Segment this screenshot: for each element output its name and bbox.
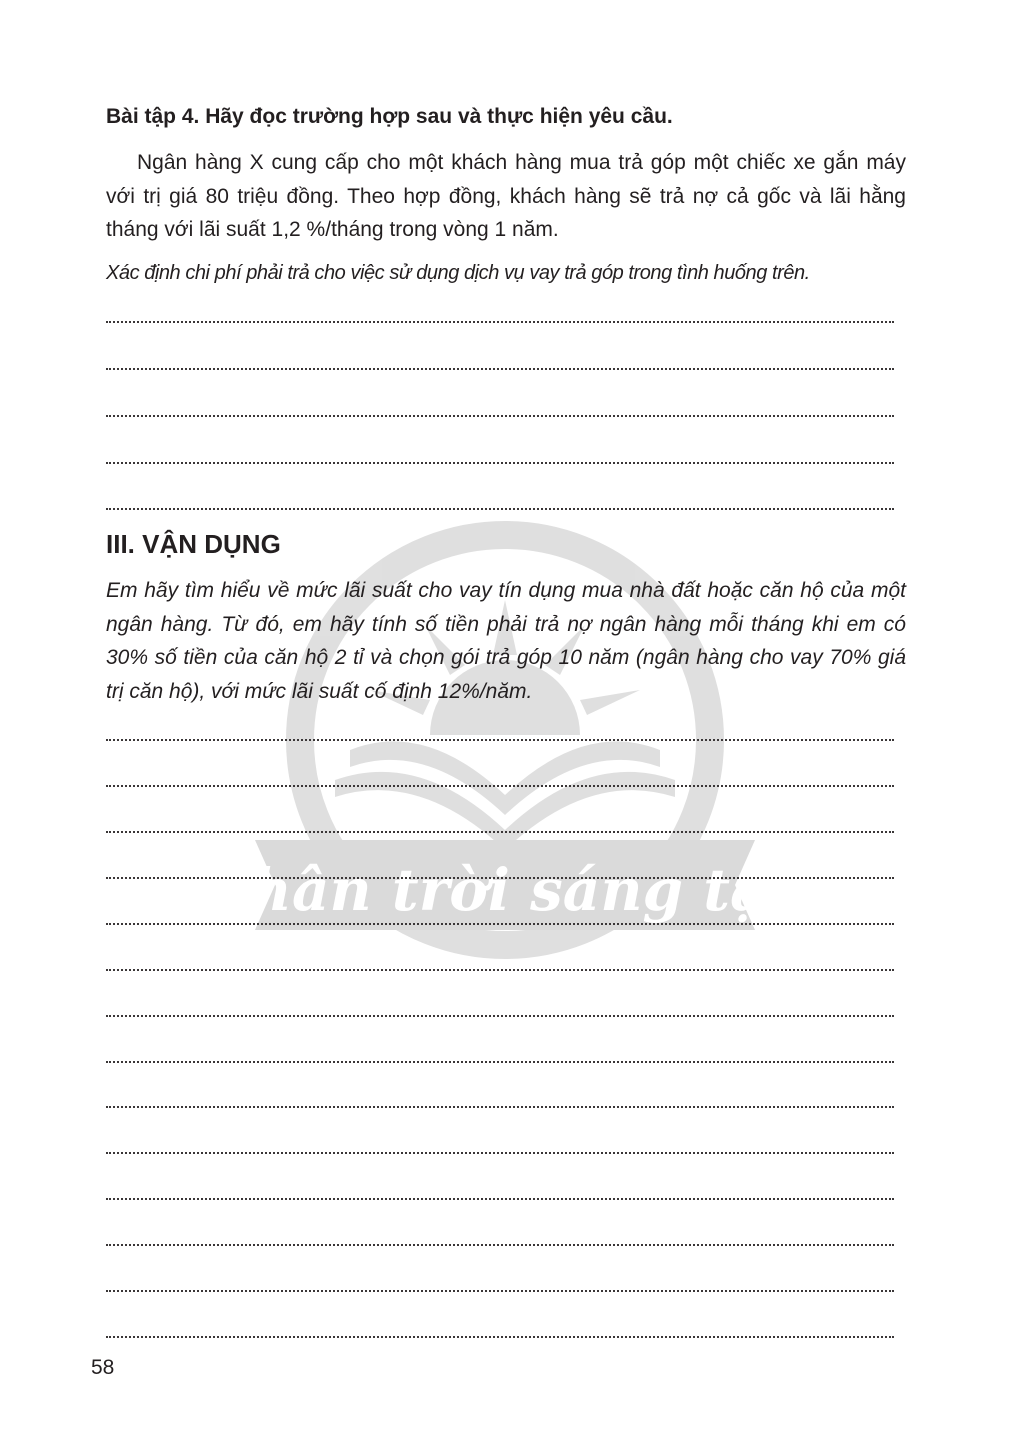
answer-line[interactable] [106,1184,894,1204]
answer-line[interactable] [106,494,894,514]
answer-line[interactable] [106,863,894,883]
section-title: III. VẬN DỤNG [106,529,281,559]
answer-line[interactable] [106,725,894,745]
answer-line[interactable] [106,1001,894,1021]
answer-line[interactable] [106,1322,894,1342]
answer-line[interactable] [106,909,894,929]
answer-line[interactable] [106,448,894,468]
answer-line[interactable] [106,1276,894,1296]
exercise-paragraph: Ngân hàng X cung cấp cho một khách hàng mua trả góp một chiếc xe gắn máy với trị giá 80 triệu đồng. Theo hợp đồng, khách hàng sẽ trả nợ cả gốc và lãi hằng tháng với lãi suất 1,2 %/tháng trong vòng 1 năm. [106,151,906,241]
watermark-text: Chân trời sáng tạo [203,856,807,924]
answer-line[interactable] [106,817,894,837]
answer-line[interactable] [106,955,894,975]
answer-line[interactable] [106,1047,894,1067]
answer-line[interactable] [106,401,894,421]
answer-line[interactable] [106,1138,894,1158]
answer-line[interactable] [106,771,894,791]
answer-line[interactable] [106,1092,894,1112]
answer-line[interactable] [106,307,894,327]
answer-line[interactable] [106,354,894,374]
page-number: 58 [91,1356,115,1379]
answer-line[interactable] [106,1230,894,1250]
exercise-title: Bài tập 4. Hãy đọc trường hợp sau và thực hiện yêu cầu. [106,105,673,128]
exercise-question: Xác định chi phí phải trả cho việc sử dụng dịch vụ vay trả góp trong tình huống trên. [106,262,810,284]
section-task: Em hãy tìm hiểu về mức lãi suất cho vay tín dụng mua nhà đất hoặc căn hộ của một ngân hàng. Từ đó, em hãy tính số tiền phải trả nợ ngân hàng mỗi tháng khi em có 30% số tiền của căn hộ 2 tỉ và chọn gói trả góp 10 năm (ngân hàng cho vay 70% giá trị căn hộ), với mức lãi suất cố định 12%/năm. [106,579,906,703]
